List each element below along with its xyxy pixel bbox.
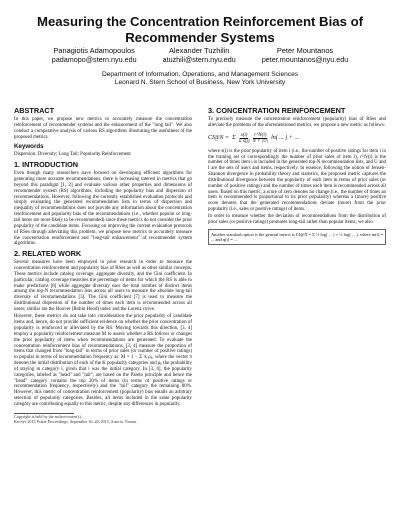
author-email: padamopo@stern.nyu.edu: [51, 55, 137, 64]
affiliation: [0, 71, 400, 88]
equation-denominator: Σ s(j): [238, 139, 250, 145]
equation-tail: ln( ... ) + ...: [271, 135, 299, 142]
right-column: [208, 104, 386, 245]
method-text: In order to measure whether the deviation of recommendations from the distribution of prior sales (or positive ratings) promotes long-tail rather than popular items, we also: [208, 214, 386, 226]
equation-sum: Σ: [232, 135, 236, 142]
related-heading: 2. RELATED WORK: [14, 249, 82, 259]
abstract-text: In this paper, we propose new metrics to accurately measure the concentration reinforcement of recommender systems and the enhancement of the "long tail". We also conduct a comparative analysis of various RS algorithms illustrating the usefulness of the proposed metrics.: [14, 117, 192, 140]
keywords-text: Dispersion; Diversity; Long Tail; Popularity Reinforcement: [14, 152, 131, 158]
footnote-copyright: Copyright is held by the author/owner(s).: [14, 413, 82, 419]
paper-title: Measuring the Concentration Reinforcement Bias of Recommender Systems: [36, 14, 364, 45]
affiliation-line-1: Department of Information, Operations, and Management Sciences: [101, 71, 299, 78]
ci-equation: [208, 133, 386, 145]
left-column: [14, 104, 192, 424]
author-3: [262, 46, 348, 64]
method-heading: 3. CONCENTRATION REINFORCEMENT: [208, 106, 346, 115]
boxed-note: Another standard option is the general metric is CI@N = Σ ½ log( ... ) + ½ log( ... ), where m(i) = ... and q(i) = ...: [208, 229, 386, 245]
equation-lhs: CI@N =: [208, 135, 230, 142]
equation-fraction: [239, 133, 250, 145]
method-text: where s(i) is the prior popularity of item i (i.e., the number of positive ratings for item i in the training set or correspondingly the number of prior sales of item i), r^N(i) is the number of times item i is included in the generated top-N recommendation lists, and U and I are the sets of users and items, respectively. In essence, following the notion of Jensen-Shannon divergence in probability theory and statistics, the proposed metric captures the distributional divergence between the popularity of each item in terms of prior sales (or number of positive ratings) and the number of times each item is recommended across all users. Based on this metric, a score of zero denotes no change (i.e., the number of times an item is recommended is proportional to its prior popularity) whereas a (more) positive score denotes that the generated recommendations deviate (more) from the prior popularity (i.e., sales or positive ratings) of items.: [208, 148, 386, 213]
affiliation-line-2: Leonard N. Stern School of Business, New York University: [114, 79, 286, 87]
author-name: Alexander Tuzhilin: [168, 46, 230, 55]
method-text: To precisely measure the concentration reinforcement (popularity) bias of RSes and alleviate the problems of the aforementioned metrics, we propose a new metric as follows:: [208, 117, 386, 128]
intro-text: Even though many researchers have focused on developing efficient algorithms for generating more accurate recommendations, there is increasing interest in metrics that go beyond this paradigm [1, 2] and evaluate various other properties and dimensions of recommender system (RS) algorithms, including the popularity bias and dispersion of recommendations. However, following the currently established evaluation protocols and simply evaluating the generated recommendation lists in terms of dispersion and inequality of recommendations does not provide any information about the concentration reinforcement and popularity bias of the recommendations (i.e., whether popular or long-tail items are more likely to be recommended) since these metrics do not consider the prior popularity of the candidate items. Focusing on improving the current evaluation protocols of RSes through alleviating this problem, we propose new metrics to accurately measure the concentration reinforcement and "long-tail enhancement" of recommender system algorithms.: [14, 171, 192, 247]
author-email: peter.mountanos@nyu.edu: [261, 55, 349, 64]
equation-numerator: r^N(i): [254, 132, 267, 138]
footnote-venue: RecSys 2015 Poster Proceedings, September 16–20, 2015, Austria, Vienna.: [14, 418, 138, 424]
author-name: Peter Mountanos: [276, 46, 334, 55]
abstract-heading: ABSTRACT: [14, 106, 55, 115]
author-email: atuzhili@stern.nyu.edu: [162, 55, 236, 64]
author-block: [0, 46, 400, 64]
author-2: [163, 46, 236, 64]
intro-heading: 1. INTRODUCTION: [14, 160, 79, 170]
related-text: Several measures have been employed in prior research in order to measure the concentration reinforcement and popularity bias of RSes as well as other similar concepts. These metrics include catalog coverage, aggregate diversity, and the Gini coefficient. In particular, catalog coverage measures the percentage of items for which the RS is able to make predictions [8] while aggregate diversity uses the total number of distinct items among the top-N recommendation lists across all users to measure the absolute long-tail diversity of recommendations [3]. The Gini coefficient [7] is used to measure the distributional dispersion of the number of times each item is recommended across all users; similar are the Hoover (Robin Hood) index and the Lorenz curve.: [14, 260, 192, 312]
author-1: [52, 46, 137, 64]
equation-fraction: [253, 133, 269, 145]
equation-denominator: N × |U|: [252, 139, 269, 145]
equation-numerator: s(i): [240, 132, 248, 138]
author-name: Panagiotis Adamopoulos: [53, 46, 135, 55]
related-text: However, these metrics do not take into consideration the prior popularity of candidate items and, hence, do not provide sufficient evidence on whether the prior concentration of popularity is reinforced or alleviated by the RS. Moving towards this direction, [3, 4] employ a popularity reinforcement measure M to assess whether a RS follows or changes the prior popularity of items when recommendations are generated. To evaluate the concentration reinforcement bias of recommendations, [3, 4] measure the proportion of items that changed from "long-tail" in terms of prior sales (or number of positive ratings) to popular in terms of recommendation frequency as: M = 1 − Σ πᵢ ρᵢᵢ, where the vector π denotes the initial distribution of each of the K popularity categories and ρᵢᵢ the probability of staying in category i, given that i was the initial category. In [3, 4], the popularity categories, labeled as "head" and "tail", are based on the Pareto principle and hence the "head" category contains the top 20% of items (in terms of positive ratings or recommendation frequency, respectively) and the "tail" category the remaining 80%. However, this metric of concentration reinforcement (popularity) bias entails an arbitrary selection of popularity categories. Besides, all items included in the same popularity category are contributing equally to this metric, despite any differences in popularity.: [14, 314, 192, 407]
keywords-heading: Keywords: [14, 143, 44, 151]
